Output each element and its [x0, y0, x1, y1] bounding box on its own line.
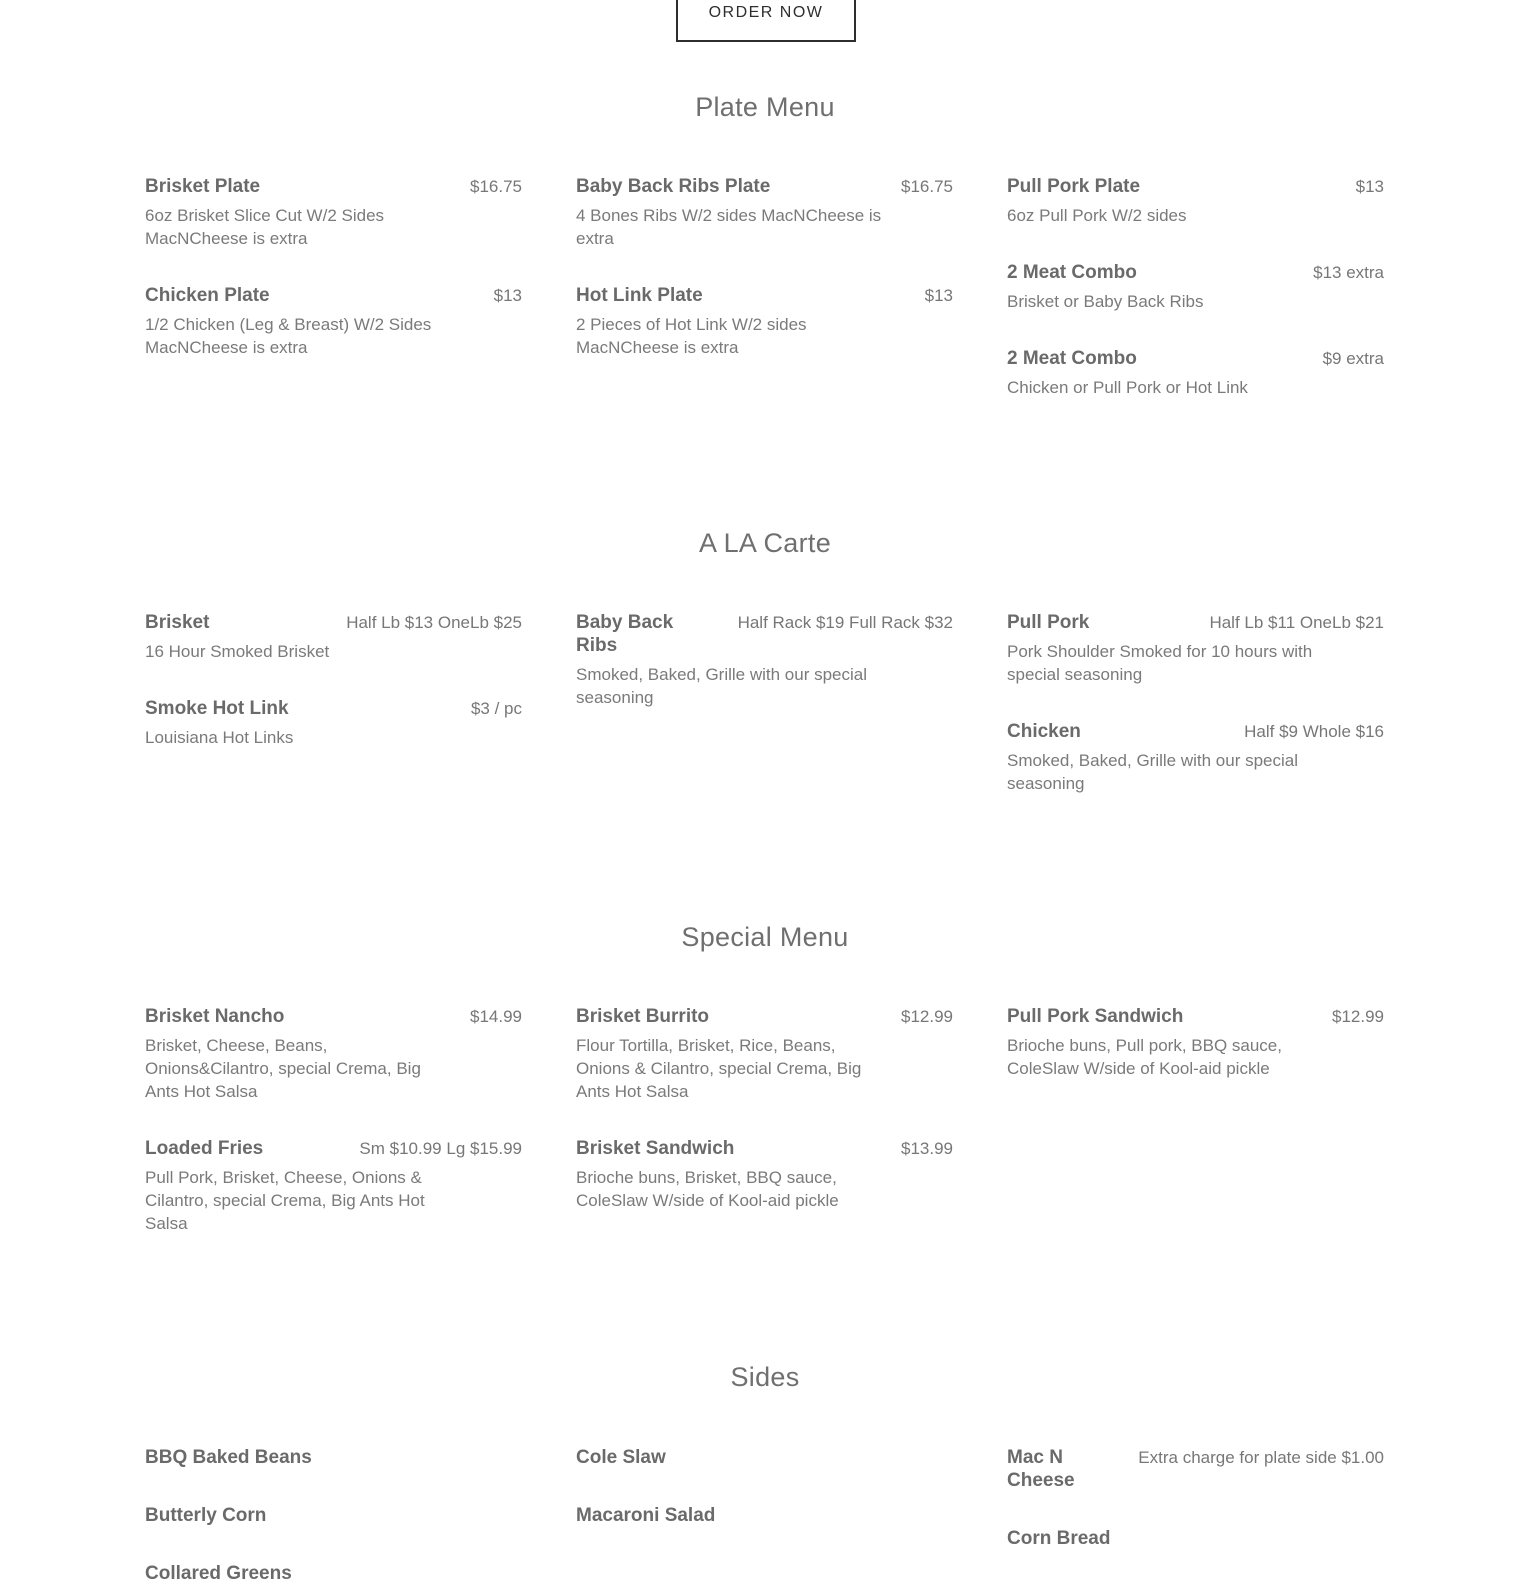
menu-item-chicken-plate [145, 284, 522, 359]
alacarte-column-1 [145, 611, 522, 749]
item-price: $13 [924, 286, 953, 305]
item-name: Corn Bread [1007, 1528, 1111, 1549]
order-now-button[interactable]: ORDER NOW [676, 0, 856, 42]
section-title-a-la-carte: A LA Carte [698, 528, 832, 558]
item-name: Cole Slaw [576, 1447, 666, 1468]
section-title-special-menu: Special Menu [681, 922, 849, 952]
item-description: Brisket or Baby Back Ribs [1007, 292, 1204, 311]
item-description: Flour Tortilla, Brisket, Rice, Beans, Onions & Cilantro, special Crema, Big Ants Hot Salsa [576, 1036, 862, 1101]
item-name: Pull Pork [1007, 612, 1090, 633]
item-description: Louisiana Hot Links [145, 728, 294, 747]
side-item-bbq-baked-beans [145, 1446, 522, 1469]
item-price: Half Lb $13 OneLb $25 [346, 613, 522, 632]
item-description: 6oz Brisket Slice Cut W/2 Sides MacNCheese is extra [145, 206, 385, 248]
menu-item-hot-link-plate [576, 284, 953, 359]
item-name: Brisket Burrito [576, 1006, 710, 1027]
menu-item-brisket-plate [145, 175, 522, 250]
menu-item-2-meat-combo-chicken [1007, 347, 1384, 399]
item-description: Chicken or Pull Pork or Hot Link [1007, 378, 1248, 397]
item-description: 2 Pieces of Hot Link W/2 sides MacNCheese is extra [576, 315, 807, 357]
menu-item-smoke-hot-link [145, 697, 522, 749]
special-column-2 [576, 1005, 953, 1212]
item-price: $3 / pc [470, 699, 522, 718]
sides-column-2 [576, 1446, 953, 1527]
sides-column-1 [145, 1446, 522, 1585]
menu-item-2-meat-combo-ribs [1007, 261, 1384, 313]
menu-item-baby-back-ribs [576, 611, 953, 709]
item-name: Smoke Hot Link [145, 698, 289, 719]
side-item-cole-slaw [576, 1446, 953, 1469]
menu-item-chicken [1007, 720, 1384, 795]
side-item-collared-greens [145, 1562, 522, 1585]
item-price: $13.99 [901, 1139, 953, 1158]
menu-item-pull-pork [1007, 611, 1384, 686]
menu-item-brisket-sandwich [576, 1137, 953, 1212]
item-name: Chicken [1007, 721, 1081, 742]
item-description: Brioche buns, Brisket, BBQ sauce, ColeSlaw W/side of Kool-aid pickle [576, 1168, 839, 1210]
section-title-sides: Sides [730, 1362, 800, 1392]
item-name: Macaroni Salad [576, 1505, 716, 1526]
item-name: Brisket Plate [145, 176, 261, 197]
item-name: Brisket Sandwich [576, 1138, 735, 1159]
item-description: Brioche buns, Pull pork, BBQ sauce, ColeSlaw W/side of Kool-aid pickle [1007, 1036, 1282, 1078]
plate-menu-column-3 [1007, 175, 1384, 399]
item-name: Brisket Nancho [145, 1006, 285, 1027]
item-name: Baby Back Ribs [576, 612, 674, 656]
plate-menu-column-2 [576, 175, 953, 359]
alacarte-column-3 [1007, 611, 1384, 795]
item-price: $16.75 [901, 177, 953, 196]
menu-item-brisket-nancho [145, 1005, 522, 1103]
menu-item-pull-pork-sandwich [1007, 1005, 1384, 1080]
side-item-butterly-corn [145, 1504, 522, 1527]
item-price: $13 extra [1313, 263, 1384, 282]
menu-item-baby-back-ribs-plate [576, 175, 953, 250]
sides-column-3 [1007, 1446, 1384, 1550]
item-name: Hot Link Plate [576, 285, 703, 306]
item-description: Smoked, Baked, Grille with our special seasoning [576, 665, 868, 707]
item-name: 2 Meat Combo [1007, 348, 1137, 369]
item-price: Extra charge for plate side $1.00 [1138, 1448, 1384, 1467]
item-name: Pull Pork Plate [1007, 176, 1141, 197]
side-item-corn-bread [1007, 1527, 1384, 1550]
item-name: Loaded Fries [145, 1138, 264, 1159]
item-description: Pull Pork, Brisket, Cheese, Onions & Cilantro, special Crema, Big Ants Hot Salsa [145, 1168, 425, 1233]
item-description: Pork Shoulder Smoked for 10 hours with special seasoning [1007, 642, 1313, 684]
item-name: Baby Back Ribs Plate [576, 176, 771, 197]
menu-item-pull-pork-plate [1007, 175, 1384, 227]
item-description: 1/2 Chicken (Leg & Breast) W/2 Sides MacNCheese is extra [145, 315, 432, 357]
item-price: $13 [1355, 177, 1384, 196]
item-price: $13 [493, 286, 522, 305]
menu-item-brisket-burrito [576, 1005, 953, 1103]
special-column-1 [145, 1005, 522, 1235]
item-price: $9 extra [1322, 349, 1384, 368]
alacarte-column-2 [576, 611, 953, 709]
side-item-mac-n-cheese [1007, 1446, 1384, 1492]
item-name: Mac N Cheese [1007, 1447, 1075, 1491]
item-name: Collared Greens [145, 1563, 292, 1584]
item-name: 2 Meat Combo [1007, 262, 1137, 283]
item-name: Pull Pork Sandwich [1007, 1006, 1184, 1027]
item-price: $14.99 [470, 1007, 522, 1026]
menu-item-brisket [145, 611, 522, 663]
item-name: Butterly Corn [145, 1505, 267, 1526]
special-column-3 [1007, 1005, 1384, 1080]
item-price: $12.99 [901, 1007, 953, 1026]
item-price: $16.75 [470, 177, 522, 196]
section-title-plate-menu: Plate Menu [695, 92, 835, 122]
item-price: Half Rack $19 Full Rack $32 [737, 613, 953, 632]
item-price: Half $9 Whole $16 [1244, 722, 1384, 741]
item-price: $12.99 [1332, 1007, 1384, 1026]
item-price: Sm $10.99 Lg $15.99 [359, 1139, 522, 1158]
item-description: 6oz Pull Pork W/2 sides [1007, 206, 1187, 225]
item-description: Brisket, Cheese, Beans, Onions&Cilantro, special Crema, Big Ants Hot Salsa [145, 1036, 421, 1101]
menu-item-loaded-fries [145, 1137, 522, 1235]
item-description: 16 Hour Smoked Brisket [145, 642, 330, 661]
item-name: Chicken Plate [145, 285, 270, 306]
item-description: 4 Bones Ribs W/2 sides MacNCheese is extra [576, 206, 882, 248]
plate-menu-column-1 [145, 175, 522, 359]
item-price: Half Lb $11 OneLb $21 [1209, 613, 1384, 632]
item-description: Smoked, Baked, Grille with our special seasoning [1007, 751, 1299, 793]
side-item-macaroni-salad [576, 1504, 953, 1527]
item-name: Brisket [145, 612, 210, 633]
item-name: BBQ Baked Beans [145, 1447, 312, 1468]
